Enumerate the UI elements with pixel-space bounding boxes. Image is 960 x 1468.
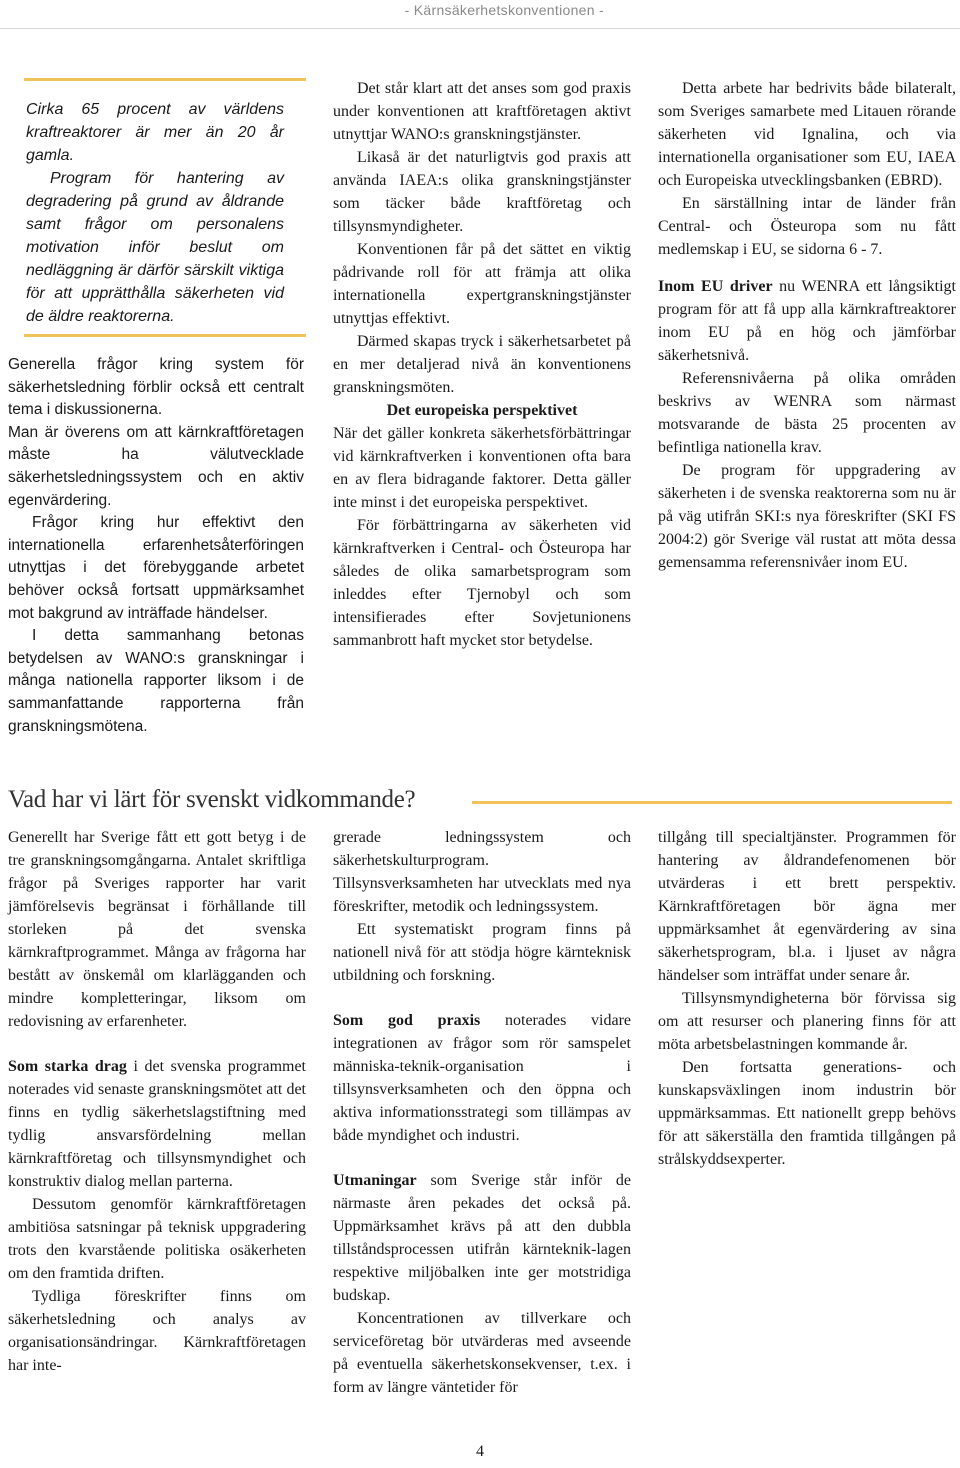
body-paragraph: Frågor kring hur effektivt den internationella erfarenhetsåterföringen utnyttjas i det förebyggande arbetet behöver också fortsatt uppmärksamhet mot bakgrund av inträffade händelser. <box>8 514 304 622</box>
intro-callout <box>26 98 284 328</box>
intro-paragraph: Program för hantering av degradering på grund av åldrande samt frågor om personalens motivation inför beslut om nedläggning är därför särskilt viktiga för att upprätthålla säkerheten vid de äldre reaktorerna. <box>26 170 284 325</box>
body-paragraph: Generellt har Sverige fått ett gott betyg i de tre granskningsomgångarna. Antalet skriftliga frågor på Sveriges rapporter har varit jämförelsevis begränsat i förhållande till storleken på det svenska kärnkraftprogrammet. Många av frågorna har bestått av önskemål om klarlägganden och mindre kompletteringar, liksom om redovisning av erfarenheter. <box>8 829 306 1030</box>
body-paragraph: Dessutom genomför kärnkraftföretagen ambitiösa satsningar på teknisk uppgradering trots den kvarstående politiska osäkerheten om den framtida driften. <box>8 1196 306 1282</box>
lead-in: Utmaningar <box>333 1172 417 1189</box>
subheading: Det europeiska perspektivet <box>386 402 578 419</box>
column-left-lower <box>8 826 306 1377</box>
intro-top-rule <box>24 78 306 81</box>
body-paragraph: Tydliga föreskrifter finns om säkerhetsledning och analys av organisationsändringar. Kärnkraftföretagen har inte- <box>8 1288 306 1374</box>
body-paragraph: Det står klart att det anses som god praxis under konventionen att kraftföretagen aktivt utnyttjar WANO:s granskningstjänster. <box>333 80 631 143</box>
section-title-bar <box>472 801 952 804</box>
section-title: Vad har vi lärt för svenskt vidkommande? <box>8 786 416 813</box>
body-paragraph: Den fortsatta generations- och kunskapsväxlingen inom industrin bör uppmärksammas. Ett nationellt grepp behövs för att säkerställa den framtida tillgången på strålskyddsexperter. <box>658 1059 956 1168</box>
body-paragraph: Detta arbete har bedrivits både bilateralt, som Sveriges samarbete med Litauen rörande säkerheten vid Ignalina, och via internationella organisationer som EU, IAEA och Europeiska utvecklingsbanken (EBRD). <box>658 80 956 189</box>
body-paragraph: Man är överens om att kärnkraftföretagen måste ha välutvecklade säkerhetsledningssystem och en aktiv egenvärdering. <box>8 423 304 509</box>
lead-rest: i det svenska programmet noterades vid senaste granskningsmötet att det finns en tydlig säkerhetslagstiftning med tydlig ansvarsfördelning mellan kärnkraftföretag och tillsynsmyndighet och konstruktiv dialog mellan parterna. <box>8 1058 306 1190</box>
body-paragraph: Tillsynsmyndigheterna bör förvissa sig om att resurser och planering finns för att möta arbetsbelastningen kommande år. <box>658 990 956 1053</box>
lead-in: Inom EU driver <box>658 278 773 295</box>
body-paragraph <box>8 1055 306 1193</box>
body-paragraph: tillgång till specialtjänster. Programmen för hantering av åldrandefenomenen bör utvärderas i ett brett perspektiv. Kärnkraftföretagen bör ägna mer uppmärksamhet åt egenvärdering av sina säkerhetsprogram, bl.a. i ljuset av några händelser som inträffat under senare år. <box>658 829 956 984</box>
body-paragraph: För förbättringarna av säkerheten vid kärnkraftverken i Central- och Östeuropa har således de olika samarbetsprogram som inleddes efter Tjernobyl och som intensifierades efter Sovjetunionens sammanbrott haft mycket stor betydelse. <box>333 517 631 649</box>
header-rule <box>0 28 960 29</box>
running-title: - Kärnsäkerhetskonventionen - <box>404 2 604 18</box>
column-right-lower <box>658 826 956 1171</box>
body-paragraph: Därmed skapas tryck i säkerhetsarbetet på en mer detaljerad nivå än konventionens granskningsmöten. <box>333 333 631 396</box>
body-paragraph <box>333 1169 631 1307</box>
column-middle-upper <box>333 77 631 652</box>
lead-rest: noterades vidare integrationen av frågor som rör samspelet människa-teknik-organisation i tillsynsverksamheten och den öppna och aktiva informationsstrategi som tillämpas av både myndighet och industri. <box>333 1012 632 1144</box>
intro-bottom-rule <box>24 334 306 337</box>
lead-in: Som starka drag <box>8 1058 127 1075</box>
column-middle-lower <box>333 826 631 1399</box>
body-paragraph: En särställning intar de länder från Central- och Östeuropa som nu fått medlemskap i EU, se sidorna 6 - 7. <box>658 195 956 258</box>
intro-paragraph: Cirka 65 procent av världens kraftreaktorer är mer än 20 år gamla. <box>26 101 284 164</box>
body-paragraph <box>658 275 956 367</box>
lead-rest: som Sverige står inför de närmaste åren pekades det också på. Uppmärksamhet krävs på att den dubbla tillståndsprocessen utifrån kärnteknik-lagen respektive miljöbalken inte ger motstridiga budskap. <box>333 1172 631 1304</box>
body-paragraph: Referensnivåerna på olika områden beskrivs av WENRA som närmast motsvarande de bästa 25 procenten av befintliga nationella krav. <box>658 370 956 456</box>
body-paragraph: De program för uppgradering av säkerheten i de svenska reaktorerna som nu är på väg utifrån SKI:s nya föreskrifter (SKI FS 2004:2) gör Sverige väl rustat att möta dessa gemensamma referensnivåer inom EU. <box>658 462 956 571</box>
body-paragraph: När det gäller konkreta säkerhetsförbättringar vid kärnkraftverken i konventionen ofta bara en av flera bidragande faktorer. Detta gäller inte minst i det europeiska perspektivet. <box>333 425 631 511</box>
running-header <box>0 0 960 28</box>
column-left-upper <box>8 354 304 738</box>
body-paragraph: Generella frågor kring system för säkerhetsledning förblir också ett centralt tema i diskussionerna. <box>8 356 304 419</box>
body-paragraph: Ett systematiskt program finns på nationell nivå för att stödja högre kärnteknisk utbildning och forskning. <box>333 921 631 984</box>
lead-in: Som god praxis <box>333 1012 481 1029</box>
body-paragraph: Koncentrationen av tillverkare och serviceföretag bör utvärderas med avseende på eventuella säkerhetskonsekvenser, t.ex. i form av längre väntetider för <box>333 1310 631 1396</box>
body-paragraph <box>333 1009 631 1147</box>
body-paragraph: grerade ledningssystem och säkerhetskulturprogram. Tillsynsverksamheten har utvecklats med nya föreskrifter, metodik och ledningssystem. <box>333 829 631 915</box>
body-paragraph: Likaså är det naturligtvis god praxis att använda IAEA:s olika granskningstjänster som täcker både kraftföretag och tillsynsmyndigheter. <box>333 149 631 235</box>
lead-rest: nu WENRA ett långsiktigt program för att få upp alla kärnkraftreaktorer inom EU på en hög och jämförbar säkerhetsnivå. <box>658 278 957 364</box>
column-right-upper <box>658 77 956 574</box>
body-paragraph: Konventionen får på det sättet en viktig pådrivande roll för att främja att olika internationella expertgranskningstjänster utnyttjas effektivt. <box>333 241 631 327</box>
page-number: 4 <box>476 1443 484 1460</box>
body-paragraph: I detta sammanhang betonas betydelsen av WANO:s granskningar i många nationella rapporter liksom i de sammanfattande rapporterna från granskningsmötena. <box>8 627 304 735</box>
